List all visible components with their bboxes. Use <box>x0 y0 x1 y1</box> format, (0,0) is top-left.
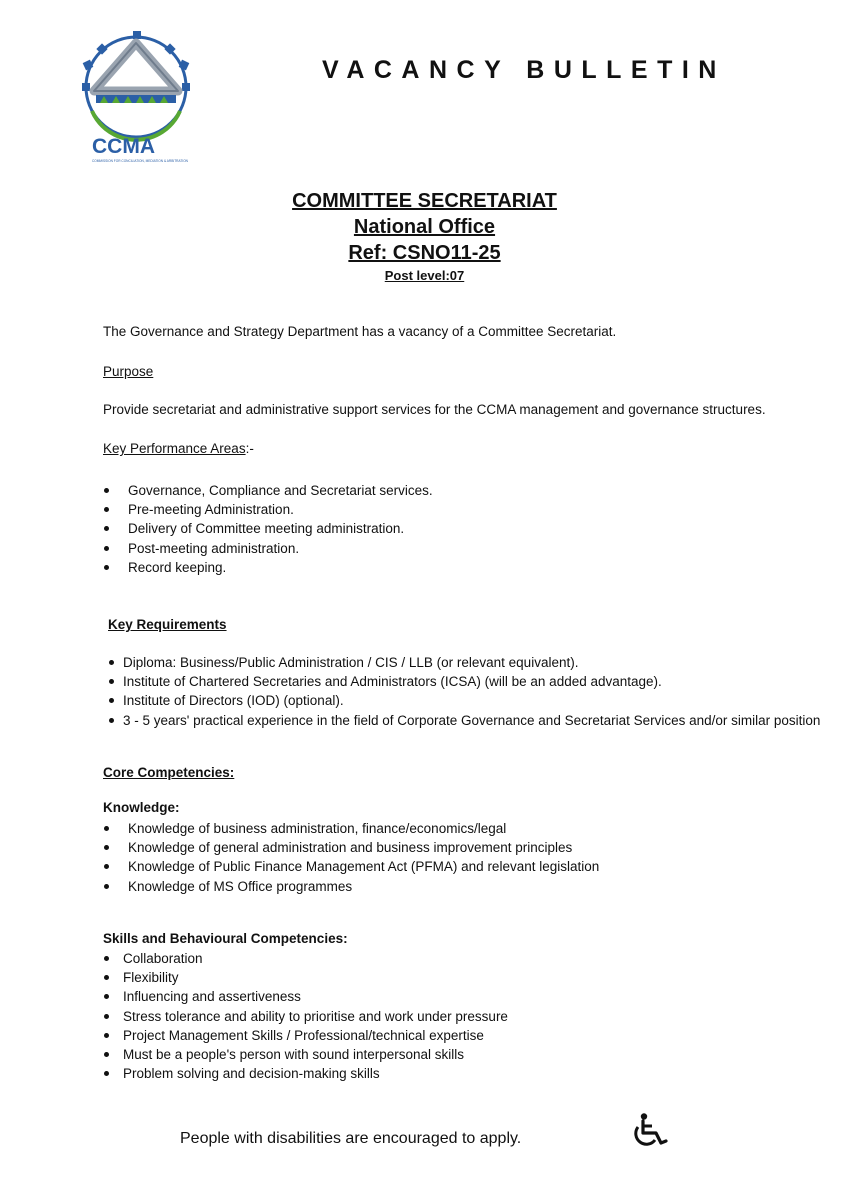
list-item-text: Institute of Chartered Secretaries and Administrators (ICSA) (will be an added advantage). <box>123 674 662 690</box>
bullet <box>104 994 109 999</box>
bullet <box>104 565 109 570</box>
list-item-text: Stress tolerance and ability to prioritise and work under pressure <box>123 1008 508 1024</box>
list-item <box>103 1026 508 1045</box>
list-item <box>103 877 599 896</box>
list-item <box>103 711 820 730</box>
bullet <box>104 1033 109 1038</box>
list-item <box>103 1007 508 1026</box>
bullet <box>104 546 109 551</box>
list-item <box>103 653 820 672</box>
bullet <box>104 1014 109 1019</box>
list-item <box>103 691 820 710</box>
list-item-text: Post-meeting administration. <box>128 540 300 556</box>
knowledge-list <box>103 819 599 896</box>
list-item <box>103 558 433 577</box>
bullet <box>109 679 114 684</box>
list-item-text: Delivery of Committee meeting administration. <box>128 521 405 537</box>
list-item-text: Knowledge of MS Office programmes <box>128 878 353 894</box>
office-location: National Office <box>353 216 496 238</box>
bulletin-title: VACANCY BULLETIN <box>322 56 726 84</box>
list-item <box>103 500 433 519</box>
bullet <box>104 956 109 961</box>
list-item <box>103 968 508 987</box>
list-item-text: Record keeping. <box>128 559 227 575</box>
purpose-heading: Purpose <box>103 364 154 379</box>
bullet <box>104 1071 109 1076</box>
disability-note: People with disabilities are encouraged to apply. <box>180 1130 522 1147</box>
wheelchair-icon <box>629 1113 671 1147</box>
knowledge-heading: Knowledge: <box>103 800 180 815</box>
intro-text: The Governance and Strategy Department has a vacancy of a Committee Secretariat. <box>103 324 617 339</box>
list-item-text: Governance, Compliance and Secretariat services. <box>128 483 433 498</box>
kpa-heading: Key Performance Areas <box>103 441 246 456</box>
list-item <box>103 987 508 1006</box>
bullet <box>104 884 109 889</box>
logo-wordmark: CCMA <box>92 135 155 158</box>
skills-list <box>103 949 508 1083</box>
requirements-list <box>103 653 820 730</box>
list-item <box>103 539 433 558</box>
list-item-text: Influencing and assertiveness <box>123 989 301 1005</box>
list-item-text: Collaboration <box>123 951 203 966</box>
kpa-heading-row <box>103 441 254 456</box>
list-item-text: Project Management Skills / Professional/technical expertise <box>123 1027 484 1043</box>
list-item-text: Problem solving and decision-making skills <box>123 1066 380 1082</box>
bullet <box>109 660 114 665</box>
list-item-text: Flexibility <box>123 970 179 986</box>
list-item <box>103 949 508 968</box>
kpa-heading-suffix: :- <box>245 441 254 456</box>
purpose-text: Provide secretariat and administrative support services for the CCMA management and governance structures. <box>103 402 766 417</box>
logo-tagline: COMMISSION FOR CONCILIATION, MEDIATION & ARBITRATION <box>92 159 188 163</box>
list-item <box>103 481 433 500</box>
bullet <box>104 864 109 869</box>
list-item <box>103 672 820 691</box>
list-item <box>103 819 599 838</box>
list-item <box>103 1045 508 1064</box>
list-item <box>103 838 599 857</box>
skills-heading: Skills and Behavioural Competencies: <box>103 931 348 946</box>
bullet <box>104 526 109 531</box>
requirements-heading: Key Requirements <box>108 617 227 632</box>
bullet <box>109 718 114 723</box>
bullet <box>104 826 109 831</box>
kpa-list <box>103 481 433 577</box>
list-item-text: Pre-meeting Administration. <box>128 502 294 518</box>
job-title: COMMITTEE SECRETARIAT <box>292 190 557 212</box>
competencies-heading: Core Competencies: <box>103 765 235 780</box>
list-item-text: Knowledge of business administration, finance/economics/legal <box>128 821 507 836</box>
list-item-text: Knowledge of general administration and business improvement principles <box>128 840 573 856</box>
bullet <box>104 845 109 850</box>
reference-number: Ref: CSNO11-25 <box>348 242 501 264</box>
list-item-text: Diploma: Business/Public Administration / CIS / LLB (or relevant equivalent). <box>123 655 579 670</box>
post-level: Post level:07 <box>384 268 465 283</box>
list-item-text: 3 - 5 years' practical experience in the field of Corporate Governance and Secretariat Services and/or similar position <box>123 712 821 728</box>
list-item <box>103 857 599 876</box>
bullet <box>104 975 109 980</box>
list-item-text: Institute of Directors (IOD) (optional). <box>123 693 344 709</box>
ccma-logo <box>78 25 198 175</box>
list-item-text: Must be a people's person with sound interpersonal skills <box>123 1046 465 1062</box>
bullet <box>104 507 109 512</box>
list-item <box>103 519 433 538</box>
bullet <box>104 488 109 493</box>
list-item-text: Knowledge of Public Finance Management Act (PFMA) and relevant legislation <box>128 859 600 875</box>
list-item <box>103 1064 508 1083</box>
bullet <box>109 698 114 703</box>
bullet <box>104 1052 109 1057</box>
